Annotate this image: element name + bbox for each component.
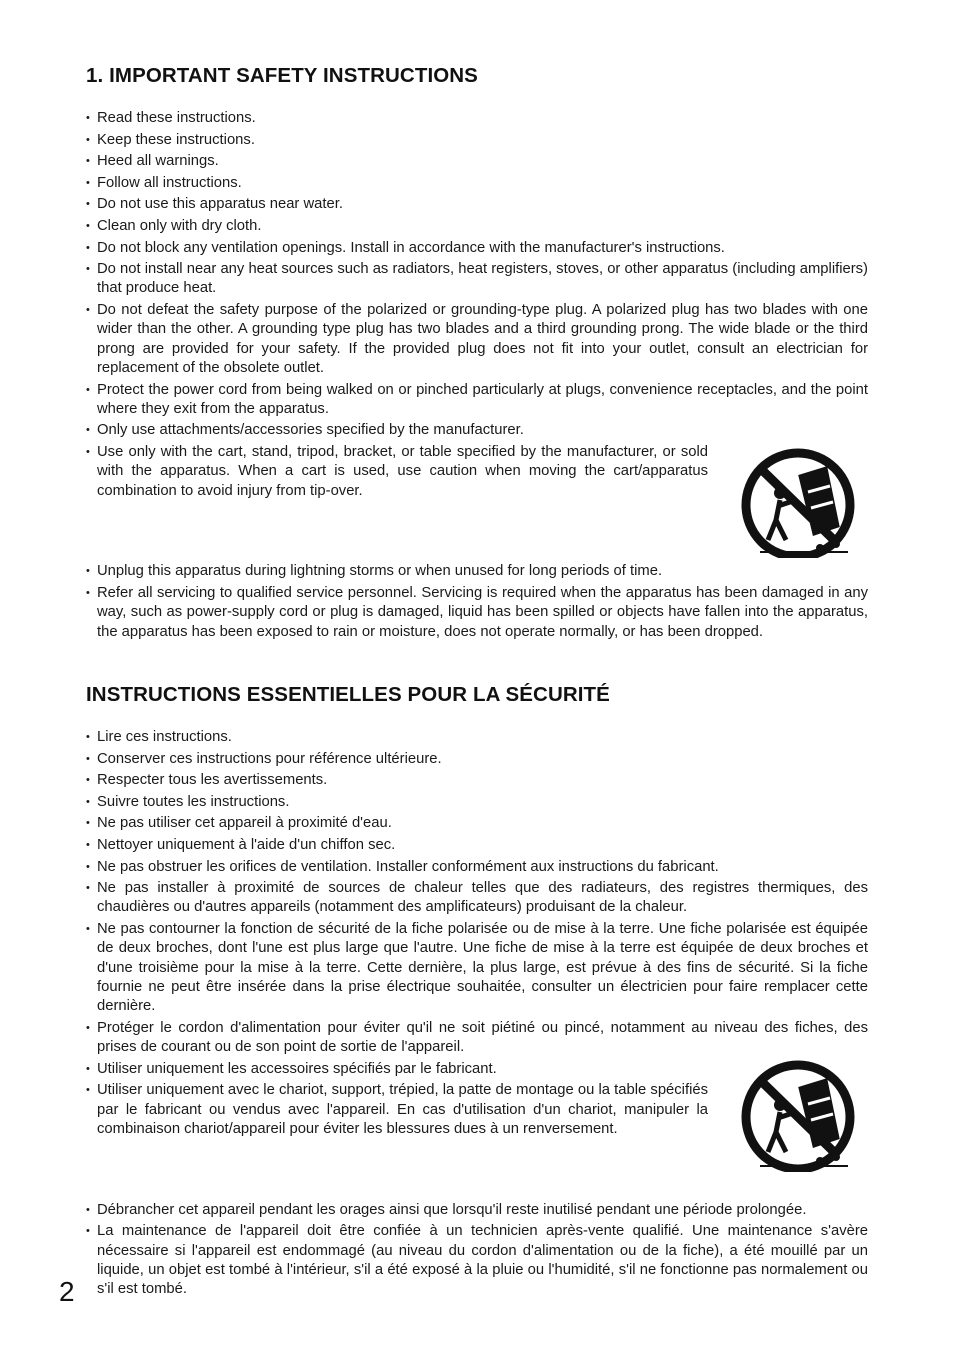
list-item: • Lire ces instructions. — [86, 728, 868, 747]
instruction-list — [86, 109, 868, 642]
list-item: • Keep these instructions. — [86, 131, 868, 150]
list-item: • Débrancher cet appareil pendant les orages ainsi que lorsqu'il reste inutilisé pendant une période prolongée. — [86, 1201, 868, 1220]
list-item: • Ne pas obstruer les orifices de ventilation. Installer conformément aux instructions du fabricant. — [86, 858, 868, 877]
list-item: • Follow all instructions. — [86, 174, 868, 193]
list-item: • Only use attachments/accessories specified by the manufacturer. — [86, 421, 868, 440]
list-item: • Nettoyer uniquement à l'aide d'un chiffon sec. — [86, 836, 868, 855]
instruction-list — [86, 728, 868, 1299]
list-item: • Ne pas utiliser cet appareil à proximité d'eau. — [86, 814, 868, 833]
list-item: • Suivre toutes les instructions. — [86, 793, 868, 812]
list-item: • Read these instructions. — [86, 109, 868, 128]
list-item: • Do not defeat the safety purpose of the polarized or grounding-type plug. A polarized plug has two blades with one wider than the other. A grounding type plug has two blades and a third grounding prong. The wide blade or the third prong are provided for your safety. If the provided plug does not fit into your outlet, consult an electrician for replacement of the obsolete outlet. — [86, 301, 868, 378]
list-item: • Unplug this apparatus during lightning storms or when unused for long periods of time. — [86, 562, 868, 581]
section-title: INSTRUCTIONS ESSENTIELLES POUR LA SÉCURITÉ — [86, 683, 610, 706]
safety-section-french — [86, 683, 868, 1302]
list-item: • Do not use this apparatus near water. — [86, 195, 868, 214]
list-item: • Refer all servicing to qualified service personnel. Servicing is required when the apparatus has been damaged in any way, such as power-supply cord or plug is damaged, liquid has been spilled or objects have fallen into the apparatus, the apparatus has been exposed to rain or moisture, does not operate normally, or has been dropped. — [86, 584, 868, 642]
list-item: • Protect the power cord from being walked on or pinched particularly at plugs, convenience receptacles, and the point where they exit from the apparatus. — [86, 381, 868, 420]
list-item: • Conserver ces instructions pour référence ultérieure. — [86, 750, 868, 769]
list-item: • La maintenance de l'appareil doit être confiée à un technicien après-vente qualifié. Une maintenance s'avère nécessaire si l'appareil est endommagé (au niveau du cordon d'alimentation ou de la fiche), a été mouillé par un liquide, un objet est tombé à l'intérieur, s'il a été exposé à la pluie ou l'humidité, s'il ne fonctionne pas normalement ou s'il est tombé. — [86, 1222, 868, 1299]
list-item: • Utiliser uniquement les accessoires spécifiés par le fabricant. — [86, 1060, 868, 1079]
list-item: • Do not install near any heat sources such as radiators, heat registers, stoves, or other apparatus (including amplifiers) that produce heat. — [86, 260, 868, 299]
cart-tip-over-warning-icon — [740, 1060, 858, 1172]
list-item: • Clean only with dry cloth. — [86, 217, 868, 236]
list-item: • Ne pas installer à proximité de sources de chaleur telles que des radiateurs, des registres thermiques, des chaudières ou d'autres appareils (notamment des amplificateurs) produisant de la chaleur. — [86, 879, 868, 918]
list-item: • Respecter tous les avertissements. — [86, 771, 868, 790]
list-item: • Protéger le cordon d'alimentation pour éviter qu'il ne soit piétiné ou pincé, notamment au niveau des fiches, des prises de courant ou de son point de sortie de l'appareil. — [86, 1019, 868, 1058]
section-title: 1. IMPORTANT SAFETY INSTRUCTIONS — [86, 64, 478, 87]
list-item: • Heed all warnings. — [86, 152, 868, 171]
page-number: 2 — [59, 1276, 75, 1307]
list-item-text: Use only with the cart, stand, tripod, bracket, or table specified by the manufacturer, or sold with the apparatus. When a cart is used, use caution when moving the cart/apparatus combination to avoid injury from tip-over. — [97, 444, 708, 499]
cart-tip-over-warning-icon — [740, 448, 858, 558]
list-item: • Do not block any ventilation openings. Install in accordance with the manufacturer's instructions. — [86, 239, 868, 258]
list-item: • Ne pas contourner la fonction de sécurité de la fiche polarisée ou de mise à la terre. Une fiche polarisée est équipée de deux broches, dont l'une est plus large que l'autre. Une fiche de mise à la terre est équipée de deux broches et d'une troisième pour la mise à la terre. Cette dernière, la plus large, est prévue à des fins de sécurité. Si la fiche fournie ne peut être insérée dans la prise électrique souhaitée, consulter un électricien pour faire remplacer cette dernière. — [86, 920, 868, 1016]
list-item-text: Utiliser uniquement avec le chariot, support, trépied, la patte de montage ou la table spécifiés par le fabricant ou vendus avec l'appareil. En cas d'utilisation d'un chariot, manipuler la combinaison chariot/appareil pour éviter les blessures dues à un renversement. — [97, 1082, 708, 1137]
